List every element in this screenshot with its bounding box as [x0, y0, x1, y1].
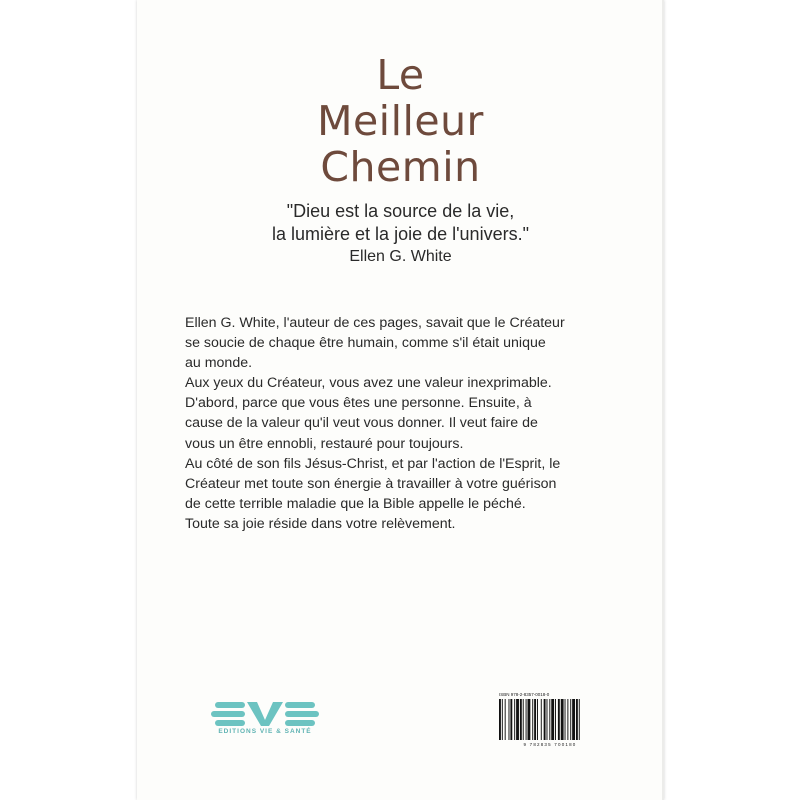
book-title	[137, 52, 664, 190]
title-line-2: Meilleur	[317, 97, 484, 145]
blurb-line: au monde.	[185, 355, 253, 372]
book-back-cover	[137, 0, 664, 800]
barcode-digits: 9 782835 700180	[523, 742, 577, 747]
blurb-line: Créateur met toute son énergie à travailler à votre guérison	[185, 475, 557, 492]
title-line-3: Chemin	[320, 143, 481, 191]
blurb-line: vous un être ennobli, restauré pour toujours.	[185, 435, 464, 452]
blurb-line: Aux yeux du Créateur, vous avez une valeur inexprimable.	[185, 375, 552, 392]
quote-line-2: la lumière et la joie de l'univers."	[272, 224, 529, 244]
quote-author: Ellen G. White	[349, 248, 452, 265]
publisher-name: EDITIONS VIE & SANTÉ	[218, 728, 312, 735]
epigraph-quote	[137, 200, 664, 268]
quote-line-1: "Dieu est la source de la vie,	[286, 201, 515, 221]
blurb-line: de cette terrible maladie que la Bible appelle le péché.	[185, 495, 526, 512]
blurb-text	[185, 313, 612, 534]
barcode-icon	[495, 690, 605, 742]
blurb-line: D'abord, parce que vous êtes une personne. Ensuite, à	[185, 395, 532, 412]
title-line-1: Le	[376, 51, 425, 99]
blurb-line: Toute sa joie réside dans votre relèvement.	[185, 515, 456, 532]
publisher-logo-icon	[207, 700, 323, 728]
blurb-line: se soucie de chaque être humain, comme s'il était unique	[185, 335, 546, 352]
isbn-label: ISBN 978-2-8357-0018-0	[499, 692, 550, 697]
blurb-line: Au côté de son fils Jésus-Christ, et par l'action de l'Esprit, le	[185, 455, 561, 472]
publisher-logo	[207, 700, 323, 740]
isbn-barcode	[495, 690, 605, 750]
blurb-line: Ellen G. White, l'auteur de ces pages, savait que le Créateur	[185, 315, 565, 331]
blurb-line: cause de la valeur qu'il veut vous donner. Il veut faire de	[185, 415, 538, 432]
